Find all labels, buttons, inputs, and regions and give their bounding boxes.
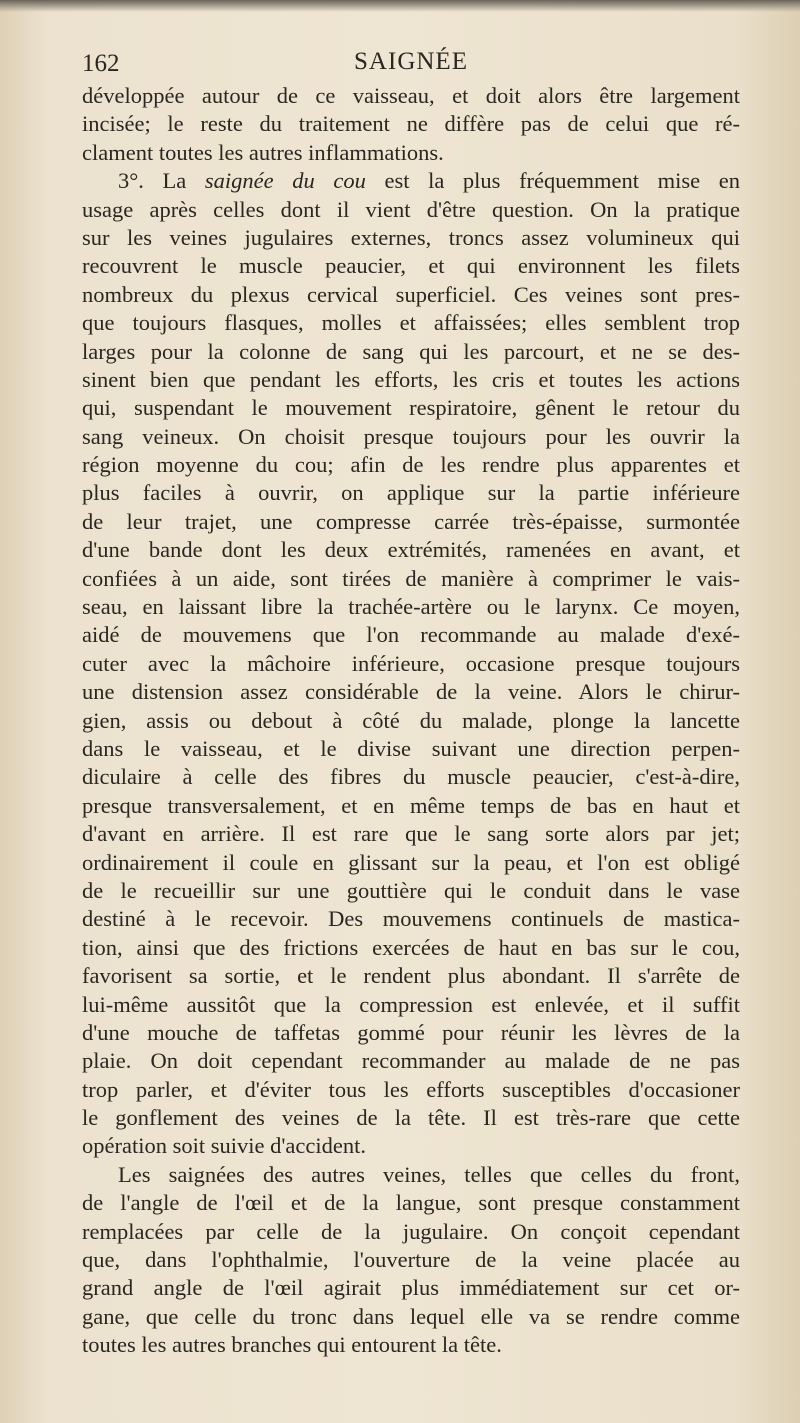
text-line: de le recueillir sur une gouttière qui le conduit dans le vase — [82, 877, 740, 903]
text-line: aidé de mouvemens que l'on recommande au malade d'exé- — [82, 622, 740, 648]
text-line: usage après celles dont il vient d'être question. On la pratique — [82, 196, 740, 222]
text-line: nombreux du plexus cervical superficiel. Ces veines sont pres- — [82, 281, 740, 307]
text-line: sinent bien que pendant les efforts, les cris et toutes les actions — [82, 366, 740, 392]
text-line: confiées à un aide, sont tirées de manière à comprimer le vais- — [82, 565, 740, 591]
text-line: que, dans l'ophthalmie, l'ouverture de la veine placée au — [82, 1247, 740, 1273]
text-line: presque transversalement, et en même temps de bas en haut et — [82, 792, 740, 818]
text-line: Les saignées des autres veines, telles que celles du front, — [118, 1161, 740, 1187]
text-line: tion, ainsi que des frictions exercées de haut en bas sur le cou, — [82, 934, 740, 960]
text-line: d'avant en arrière. Il est rare que le sang sorte alors par jet; — [82, 821, 740, 847]
text-line: région moyenne du cou; afin de les rendre plus apparentes et — [82, 452, 740, 478]
text-line: trop parler, et d'éviter tous les efforts susceptibles d'occasioner — [82, 1076, 740, 1102]
text-line: sur les veines jugulaires externes, troncs assez volumineux qui — [82, 224, 740, 250]
text-line: larges pour la colonne de sang qui les parcourt, et ne se des- — [82, 338, 740, 364]
text-line: sang veineux. On choisit presque toujours pour les ouvrir la — [82, 423, 740, 449]
text-line: développée autour de ce vaisseau, et doit alors être largement — [82, 83, 740, 108]
body-text — [82, 82, 740, 1360]
text-line: gien, assis ou debout à côté du malade, plonge la lancette — [82, 707, 740, 733]
text-line: de l'angle de l'œil et de la langue, sont presque constamment — [82, 1190, 740, 1216]
text-line: gane, que celle du tronc dans lequel elle va se rendre comme — [82, 1303, 740, 1329]
text-line: que toujours flasques, molles et affaissées; elles semblent trop — [82, 310, 740, 336]
text-line: clament toutes les autres inflammations. — [82, 139, 444, 165]
text-line: de leur trajet, une compresse carrée très-épaisse, surmontée — [82, 508, 740, 534]
text-line: opération soit suivie d'accident. — [82, 1133, 366, 1159]
page-top-edge — [0, 0, 800, 12]
text-line: plus faciles à ouvrir, on applique sur la partie inférieure — [82, 480, 740, 506]
text-line: grand angle de l'œil agirait plus immédiatement sur cet or- — [82, 1275, 740, 1301]
running-title: SAIGNÉE — [354, 48, 468, 75]
page-number: 162 — [82, 50, 120, 77]
text-line: plaie. On doit cependant recommander au malade de ne pas — [82, 1048, 740, 1074]
text-line: d'une mouche de taffetas gommé pour réunir les lèvres de la — [82, 1019, 740, 1045]
text-line: incisée; le reste du traitement ne diffère pas de celui que ré- — [82, 111, 740, 137]
text-line: ordinairement il coule en glissant sur la peau, et l'on est obligé — [82, 849, 740, 875]
text-line: favorisent sa sortie, et le rendent plus abondant. Il s'arrête de — [82, 963, 740, 989]
section-number: 3°. La — [118, 168, 205, 194]
text-line: recouvrent le muscle peaucier, et qui environnent les filets — [82, 253, 740, 279]
text-line: destiné à le recevoir. Des mouvemens continuels de mastica- — [82, 906, 740, 932]
paragraph-start-line — [82, 167, 740, 195]
text-line: cuter avec la mâchoire inférieure, occasione presque toujours — [82, 650, 740, 676]
text-line: toutes les autres branches qui entourent la tête. — [82, 1332, 502, 1358]
text-line: diculaire à celle des fibres du muscle peaucier, c'est-à-dire, — [82, 764, 740, 790]
text-line: remplacées par celle de la jugulaire. On conçoit cependant — [82, 1218, 740, 1244]
text-line: une distension assez considérable de la veine. Alors le chirur- — [82, 679, 740, 705]
italic-term: saignée du cou — [204, 168, 366, 194]
text-line: dans le vaisseau, et le divise suivant une direction perpen- — [82, 735, 740, 761]
text-line: qui, suspendant le mouvement respiratoire, gênent le retour du — [82, 395, 740, 421]
text-line: lui-même aussitôt que la compression est enlevée, et il suffit — [82, 991, 740, 1017]
line-rest: est la plus fréquemment mise en — [365, 168, 740, 194]
text-line: seau, en laissant libre la trachée-artère ou le larynx. Ce moyen, — [82, 594, 740, 620]
text-line: d'une bande dont les deux extrémités, ramenées en avant, et — [82, 537, 740, 563]
text-line: le gonflement des veines de la tête. Il est très-rare que cette — [82, 1105, 740, 1131]
page-header — [82, 50, 740, 84]
